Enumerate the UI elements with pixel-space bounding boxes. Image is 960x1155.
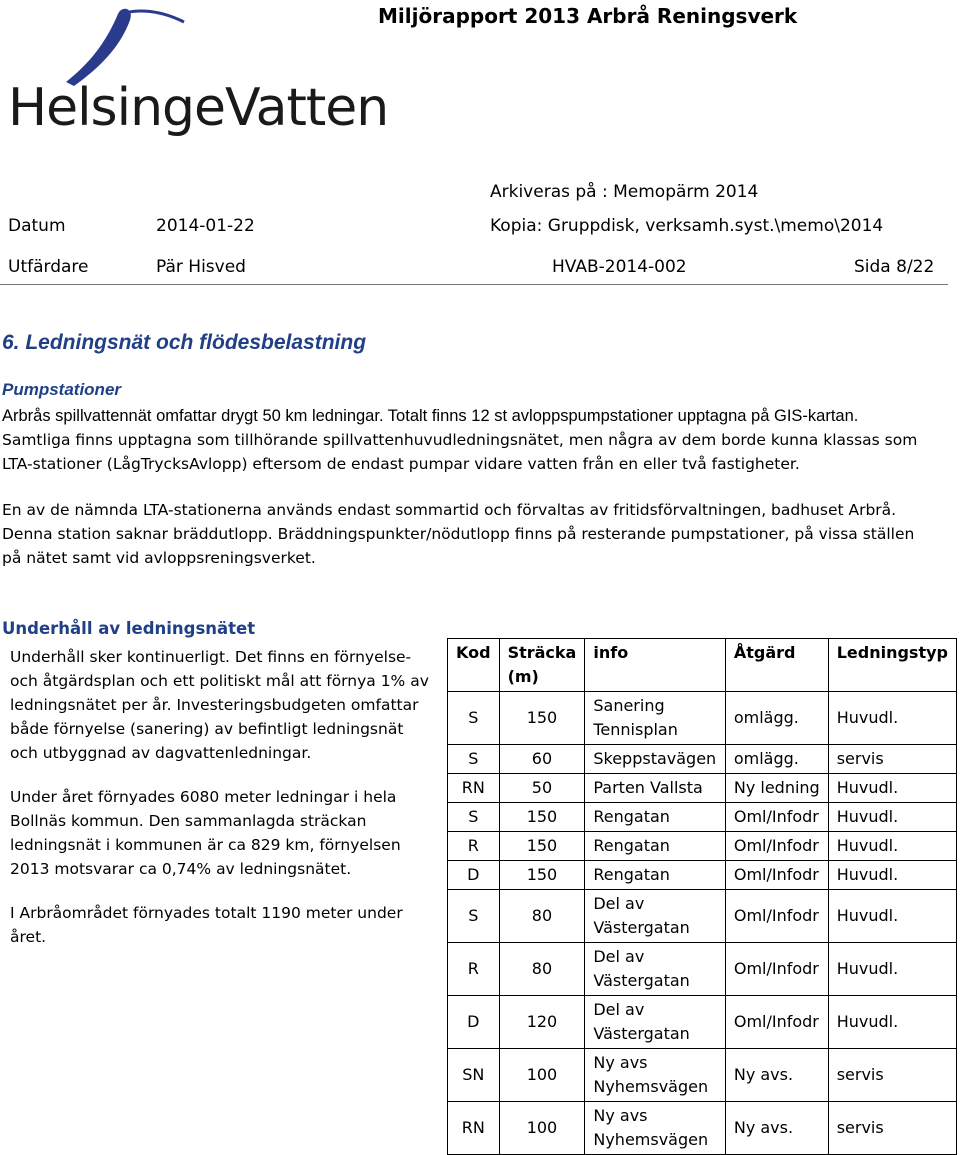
datum-value: 2014-01-22 (156, 216, 255, 236)
cell-kod: RN (448, 774, 500, 803)
document-id: HVAB-2014-002 (552, 257, 687, 277)
table-row (448, 803, 957, 832)
cell-info: Ny avs Nyhemsvägen (585, 1049, 725, 1102)
paragraph-pumpstations (2, 404, 952, 476)
cell-atgard: Ny avs. (725, 1049, 828, 1102)
logo-wordmark: HelsingeVatten (8, 78, 389, 138)
header-info: info (585, 639, 725, 692)
table-header-row (448, 639, 957, 692)
table-row (448, 996, 957, 1049)
header-stracka: Sträcka (m) (499, 639, 585, 692)
cell-info: Sanering Tennisplan (585, 692, 725, 745)
cell-info: Del av Västergatan (585, 890, 725, 943)
cell-stracka: 150 (499, 861, 585, 890)
text-line: I Arbråområdet förnyades totalt 1190 meter under (10, 904, 403, 922)
cell-atgard: Oml/Infodr (725, 996, 828, 1049)
cell-kod: D (448, 861, 500, 890)
text-line: 2013 motsvarar ca 0,74% av ledningsnätet. (10, 860, 352, 878)
cell-kod: S (448, 803, 500, 832)
text-line: både förnyelse (sanering) av befintligt ledningsnät (10, 720, 404, 738)
text-line: Bollnäs kommun. Den sammanlagda sträckan (10, 812, 367, 830)
renewal-table (447, 638, 957, 1155)
paragraph-line: Denna station saknar bräddutlopp. Bräddningspunkter/nödutlopp finns på resterande pumpstationer, på vissa ställen (2, 525, 915, 543)
cell-atgard: Oml/Infodr (725, 803, 828, 832)
header-ledningstyp: Ledningstyp (828, 639, 956, 692)
paragraph-line: LTA-stationer (LågTrycksAvlopp) eftersom de endast pumpar vidare vatten från en eller två fastigheter. (2, 455, 800, 473)
archive-note: Arkiveras på : Memopärm 2014 (490, 182, 759, 202)
cell-atgard: omlägg. (725, 745, 828, 774)
document-title: Miljörapport 2013 Arbrå Reningsverk (378, 4, 798, 28)
cell-info: Rengatan (585, 861, 725, 890)
table-row (448, 1102, 957, 1155)
paragraph-line: på nätet samt vid avloppsreningsverket. (2, 549, 316, 567)
cell-kod: D (448, 996, 500, 1049)
cell-ledningstyp: Huvudl. (828, 774, 956, 803)
table-row (448, 692, 957, 745)
cell-atgard: Oml/Infodr (725, 861, 828, 890)
paragraph-lta-station (2, 498, 952, 570)
table-row (448, 1049, 957, 1102)
cell-stracka: 150 (499, 692, 585, 745)
cell-kod: RN (448, 1102, 500, 1155)
cell-ledningstyp: servis (828, 745, 956, 774)
cell-kod: SN (448, 1049, 500, 1102)
section-heading: 6. Ledningsnät och flödesbelastning (2, 331, 367, 354)
text-line: Underhåll sker kontinuerligt. Det finns en förnyelse- (10, 648, 412, 666)
cell-ledningstyp: servis (828, 1049, 956, 1102)
cell-stracka: 50 (499, 774, 585, 803)
cell-kod: S (448, 692, 500, 745)
header-divider (0, 284, 948, 285)
cell-info: Rengatan (585, 803, 725, 832)
water-swoosh-icon (6, 0, 206, 90)
copy-note: Kopia: Gruppdisk, verksamh.syst.\memo\2014 (490, 216, 884, 236)
text-line: och utbyggnad av dagvattenledningar. (10, 744, 312, 762)
cell-ledningstyp: Huvudl. (828, 943, 956, 996)
cell-stracka: 120 (499, 996, 585, 1049)
cell-info: Skeppstavägen (585, 745, 725, 774)
cell-ledningstyp: servis (828, 1102, 956, 1155)
cell-stracka: 150 (499, 832, 585, 861)
paragraph-line: En av de nämnda LTA-stationerna används endast sommartid och förvaltas av fritidsförvaltningen, badhuset Arbrå. (2, 501, 897, 519)
cell-stracka: 100 (499, 1049, 585, 1102)
table-row (448, 943, 957, 996)
cell-atgard: Ny avs. (725, 1102, 828, 1155)
cell-info: Del av Västergatan (585, 943, 725, 996)
maintenance-heading: Underhåll av ledningsnätet (2, 619, 256, 638)
cell-atgard: Oml/Infodr (725, 943, 828, 996)
subsection-heading: Pumpstationer (2, 380, 122, 399)
cell-ledningstyp: Huvudl. (828, 861, 956, 890)
cell-stracka: 150 (499, 803, 585, 832)
cell-ledningstyp: Huvudl. (828, 996, 956, 1049)
cell-kod: R (448, 832, 500, 861)
text-line: ledningsnätet per år. Investeringsbudgeten omfattar (10, 696, 419, 714)
text-line: och åtgärdsplan och ett politiskt mål att förnya 1% av (10, 672, 429, 690)
utfardare-value: Pär Hisved (156, 257, 246, 277)
cell-ledningstyp: Huvudl. (828, 692, 956, 745)
cell-kod: S (448, 745, 500, 774)
cell-ledningstyp: Huvudl. (828, 803, 956, 832)
page-number: Sida 8/22 (854, 257, 935, 277)
table-row (448, 832, 957, 861)
cell-stracka: 100 (499, 1102, 585, 1155)
paragraph-line: Arbrås spillvattennät omfattar drygt 50 km ledningar. Totalt finns 12 st avloppspumpstationer upptagna på GIS-kartan. (2, 407, 859, 425)
maintenance-text (10, 645, 440, 949)
cell-atgard: Ny ledning (725, 774, 828, 803)
datum-label: Datum (8, 216, 66, 236)
cell-info: Rengatan (585, 832, 725, 861)
cell-ledningstyp: Huvudl. (828, 832, 956, 861)
cell-atgard: Oml/Infodr (725, 832, 828, 861)
cell-kod: S (448, 890, 500, 943)
text-line: året. (10, 928, 47, 946)
cell-info: Del av Västergatan (585, 996, 725, 1049)
cell-kod: R (448, 943, 500, 996)
company-logo (6, 0, 389, 150)
cell-stracka: 80 (499, 890, 585, 943)
utfardare-label: Utfärdare (8, 257, 89, 277)
cell-stracka: 60 (499, 745, 585, 774)
cell-info: Parten Vallsta (585, 774, 725, 803)
cell-atgard: Oml/Infodr (725, 890, 828, 943)
paragraph-line: Samtliga finns upptagna som tillhörande spillvattenhuvudledningsnätet, men några av dem borde kunna klassas som (2, 431, 918, 449)
text-line: Under året förnyades 6080 meter ledningar i hela (10, 788, 397, 806)
table-row (448, 774, 957, 803)
cell-ledningstyp: Huvudl. (828, 890, 956, 943)
cell-atgard: omlägg. (725, 692, 828, 745)
cell-stracka: 80 (499, 943, 585, 996)
table-row (448, 890, 957, 943)
text-line: ledningsnät i kommunen är ca 829 km, förnyelsen (10, 836, 401, 854)
header-kod: Kod (448, 639, 500, 692)
cell-info: Ny avs Nyhemsvägen (585, 1102, 725, 1155)
table-row (448, 745, 957, 774)
header-atgard: Åtgärd (725, 639, 828, 692)
table-row (448, 861, 957, 890)
